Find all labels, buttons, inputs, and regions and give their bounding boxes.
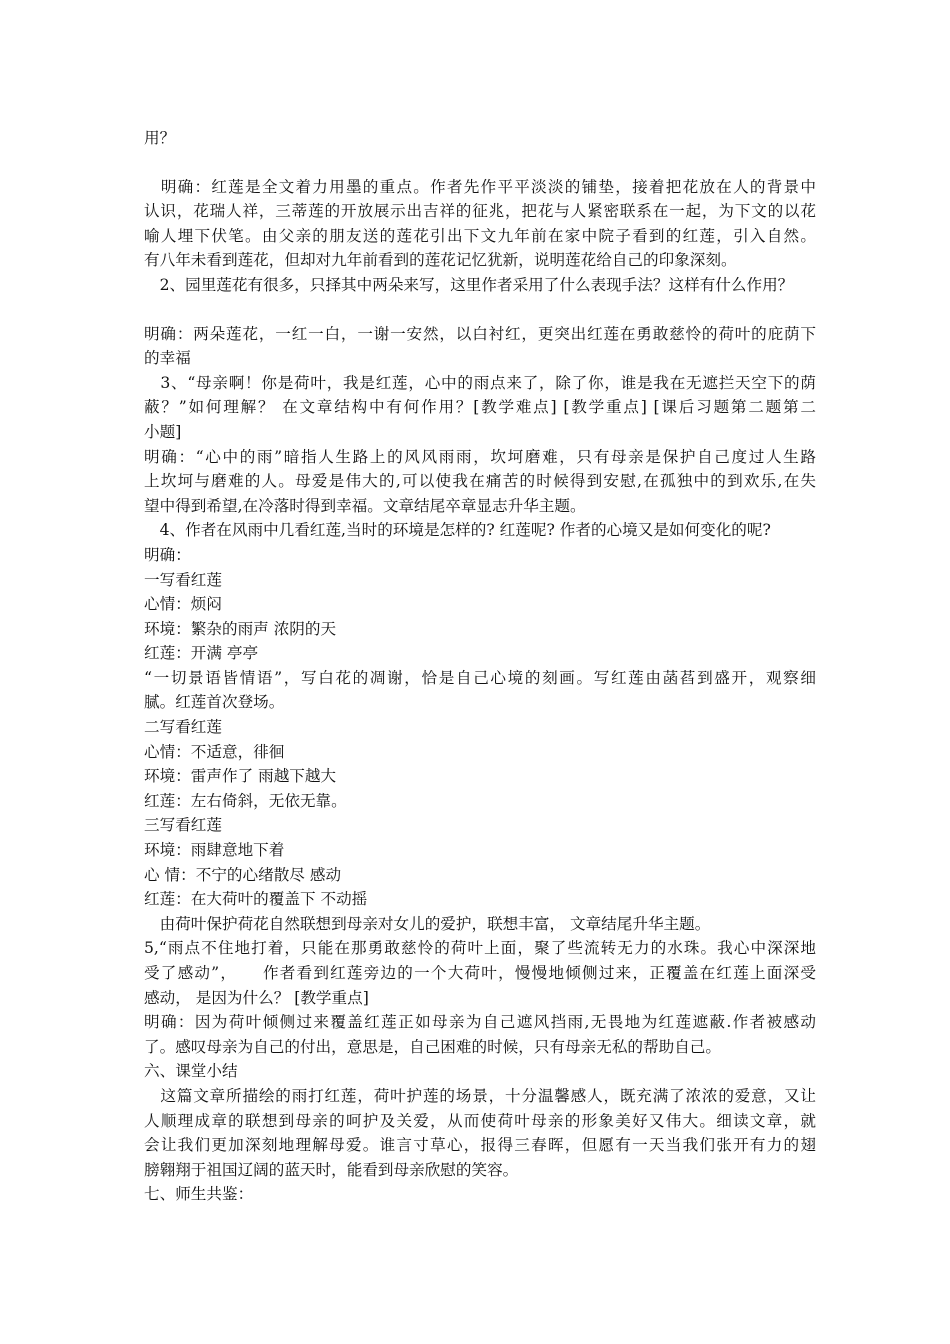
text-line: “一切景语皆情语”，写白花的凋谢，恰是自己心境的刻画。写红莲由菡萏到盛开，观察细 [144, 668, 816, 687]
text-line: 心情：烦闷 [144, 595, 222, 614]
text-line: 喻人埋下伏笔。由父亲的朋友送的莲花引出下文九年前在家中院子看到的红莲，引入自然。 [144, 226, 816, 245]
question-3: 3、“母亲啊！你是荷叶，我是红莲，心中的雨点来了，除了你，谁是我在无遮拦天空下的荫 [144, 373, 816, 392]
text-line: 心 情：不宁的心绪散尽 感动 [144, 865, 342, 884]
question-5: 5,“雨点不住地打着，只能在那勇敢慈怜的荷叶上面，聚了些流转无力的水珠。我心中深深地 [144, 939, 816, 958]
text-line: 会让我们更加深刻地理解母爱。谁言寸草心，报得三春晖，但愿有一天当我们张开有力的翅 [144, 1136, 816, 1155]
text-line: 感动， 是因为什么？ [教学重点] [144, 988, 369, 1007]
subheading-third-look: 三写看红莲 [144, 816, 222, 835]
text-line: 的幸福 [144, 349, 191, 368]
text-line: 明确：红莲是全文着力用墨的重点。作者先作平平淡淡的铺垫，接着把花放在人的背景中 [144, 177, 816, 196]
subheading-second-look: 二写看红莲 [144, 718, 222, 737]
text-line: 蔽？”如何理解？ 在文章结构中有何作用？[教学难点] [教学重点] [课后习题第二题第二 [144, 398, 816, 417]
text-line: 用？ [144, 129, 176, 147]
text-line: 上坎坷与磨难的人。母爱是伟大的,可以使我在痛苦的时候得到安慰,在孤独中的到欢乐,在失 [144, 472, 816, 491]
text-line: 有八年未看到莲花，但却对九年前看到的莲花记忆犹新，说明莲花给自己的印象深刻。 [144, 251, 737, 270]
text-line: 环境：繁杂的雨声 浓阴的天 [144, 619, 337, 638]
text-line: 环境：雨肆意地下着 [144, 841, 285, 860]
question-4: 4、作者在风雨中几看红莲,当时的环境是怎样的? 红莲呢? 作者的心境又是如何变化的呢? [144, 521, 771, 540]
text-line: 小题] [144, 422, 182, 441]
text-line: 人顺理成章的联想到母亲的呵护及关爱，从而使荷叶母亲的形象美好又伟大。细读文章，就 [144, 1111, 816, 1130]
text-line: 了。感叹母亲为自己的付出，意思是，自己困难的时候，只有母亲无私的帮助自己。 [144, 1037, 721, 1056]
text-line: 红莲：开满 亭亭 [144, 644, 259, 663]
text-line: 红莲：在大荷叶的覆盖下 不动摇 [144, 890, 368, 909]
document-body [144, 126, 816, 1207]
blank-line [144, 151, 816, 175]
text-line: 明确： [144, 545, 191, 564]
text-line: 膀翱翔于祖国辽阔的蓝天时，能看到母亲欣慰的笑容。 [144, 1160, 519, 1179]
section-heading-appreciation: 七、师生共鉴： [144, 1185, 254, 1204]
text-line: 明确：“心中的雨”暗指人生路上的风风雨雨，坎坷磨难，只有母亲是保护自己度过人生路 [144, 447, 816, 466]
subheading-first-look: 一写看红莲 [144, 570, 222, 589]
text-line: 认识，花瑞人祥，三蒂莲的开放展示出吉祥的征兆，把花与人紧密联系在一起，为下文的以花 [144, 202, 816, 221]
section-heading-summary: 六、课堂小结 [144, 1062, 238, 1081]
text-line: 腻。红莲首次登场。 [144, 693, 285, 712]
text-line: 这篇文章所描绘的雨打红莲，荷叶护莲的场景，十分温馨感人，既充满了浓浓的爱意，又让 [144, 1086, 816, 1105]
blank-line [144, 298, 816, 322]
text-line: 由荷叶保护荷花自然联想到母亲对女儿的爱护，联想丰富， 文章结尾升华主题。 [144, 914, 711, 933]
text-line: 环境：雷声作了 雨越下越大 [144, 767, 337, 786]
text-line: 心情：不适意，徘徊 [144, 742, 285, 761]
text-line: 望中得到希望,在冷落时得到幸福。文章结尾卒章显志升华主题。 [144, 496, 586, 515]
text-line: 受了感动”， 作者看到红莲旁边的一个大荷叶，慢慢地倾侧过来，正覆盖在红莲上面深受 [144, 964, 816, 982]
question-2: 2、园里莲花有很多，只择其中两朵来写，这里作者采用了什么表现手法？这样有什么作用？ [144, 275, 794, 294]
text-line: 明确：两朵莲花，一红一白，一谢一安然，以白衬红，更突出红莲在勇敢慈怜的荷叶的庇荫下 [144, 324, 816, 343]
text-line: 明确：因为荷叶倾侧过来覆盖红莲正如母亲为自己遮风挡雨,无畏地为红莲遮蔽.作者被感动 [144, 1013, 816, 1032]
text-line: 红莲：左右倚斜，无依无靠。 [144, 791, 347, 810]
